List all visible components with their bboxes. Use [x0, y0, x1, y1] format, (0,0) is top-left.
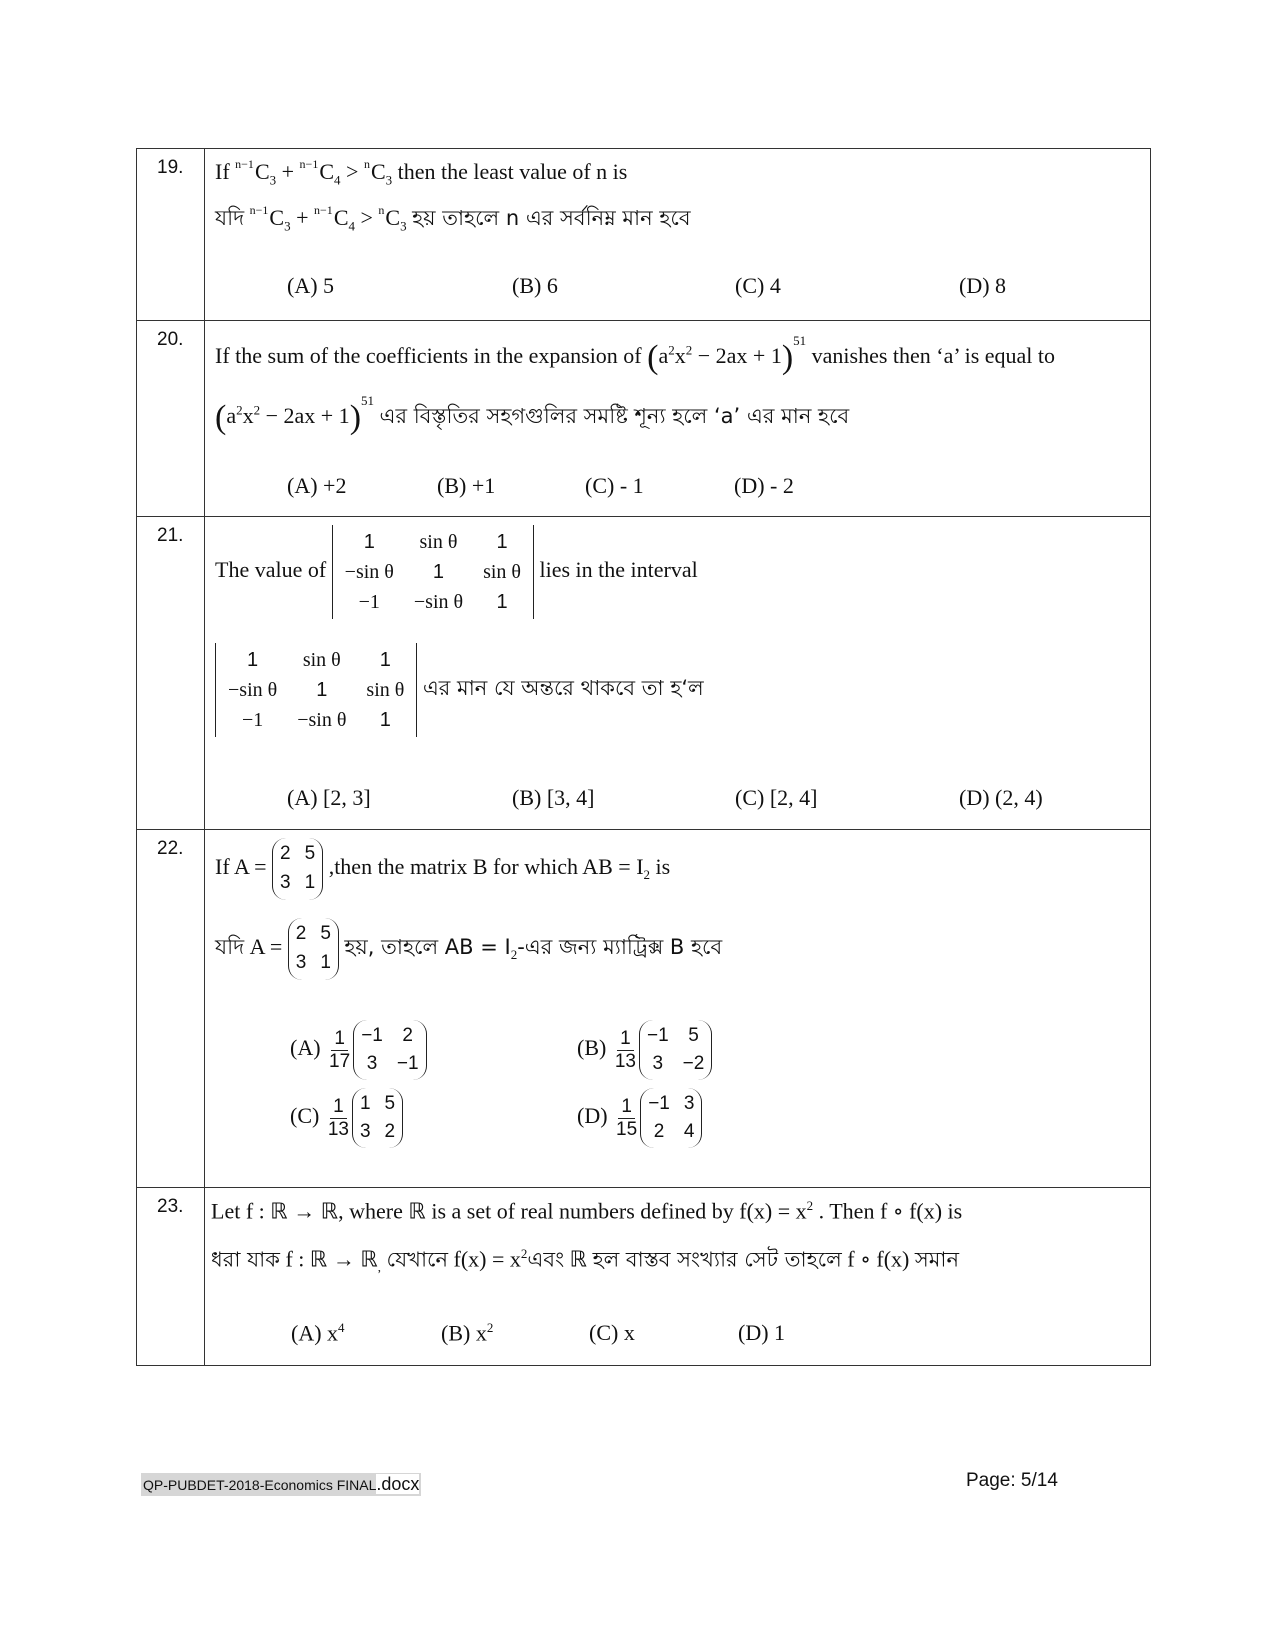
question-text-bn: 1 sin θ 1 −sin θ 1 sin θ −1 −sin θ 1 এর মান যে অন্তরে থাকবে তা হ‘ল	[215, 643, 704, 737]
matrix-a: 2 5 3 1	[272, 838, 323, 900]
option-c[interactable]: (C) 4	[735, 273, 781, 298]
question-text-en: If $^{n-1}C_3 + ^{n-1}C_4 > ^nC_3$ then the least value of n is	[215, 157, 628, 188]
option-a[interactable]: (A) $\frac{1}{17}$ −1 2 3 −1	[290, 1020, 427, 1080]
option-a[interactable]: (A) +2	[287, 473, 347, 498]
option-c[interactable]: (C) x	[589, 1320, 635, 1345]
footer-page-number: Page: 5/14	[966, 1470, 1058, 1491]
option-d[interactable]: (D) 8	[959, 273, 1007, 298]
option-b[interactable]: (B) $\frac{1}{13}$ −1 5 3 −2	[577, 1020, 712, 1080]
question-22	[137, 830, 1151, 1188]
option-d[interactable]: (D) (2, 4)	[959, 785, 1043, 810]
question-21	[137, 517, 1151, 830]
option-b[interactable]: (B) +1	[437, 473, 496, 498]
option-d[interactable]: (D) $\frac{1}{15}$ −1 3 2 4	[577, 1088, 702, 1148]
question-text-bn: যদি $^{n-1}C_3 + ^{n-1}C_4 > ^nC_3$ হয় তাহলে n এর সর্বনিম্ন মান হবে	[215, 203, 691, 234]
question-number: 23.	[137, 1188, 205, 1366]
determinant: 1 sin θ 1 −sin θ 1 sin θ −1 −sin θ 1	[332, 525, 534, 619]
option-a[interactable]: (A) 5	[287, 273, 335, 298]
question-number: 21.	[137, 517, 205, 830]
question-text-bn: যদি A = 2 5 3 1 হয়, তাহলে AB = $I_2-এর$ জন্য ম্যাট্রিক্স B হবে	[215, 918, 722, 980]
option-c[interactable]: (C) $\frac{1}{13}$ 1 5 3 2	[290, 1088, 403, 1148]
option-b[interactable]: (B) 6	[512, 273, 558, 298]
question-number: 19.	[137, 149, 205, 321]
determinant: 1 sin θ 1 −sin θ 1 sin θ −1 −sin θ 1	[215, 643, 417, 737]
question-23	[137, 1188, 1151, 1366]
question-text-en: Let f : ℝ → ℝ, where ℝ is a set of real numbers defined by $f(x) = x^2$ . Then f ∘ f(x) is	[211, 1198, 963, 1225]
option-b[interactable]: (B) $x^2$	[441, 1320, 494, 1346]
question-number: 22.	[137, 830, 205, 1188]
question-19	[137, 149, 1151, 321]
question-text-en: If the sum of the coefficients in the expansion of $(a^2x^2 - 2ax + 1)^{51}$ vanishes then ‘a’ is equal to	[215, 333, 1056, 376]
question-text-en: If A = 2 5 3 1 ,then the matrix B for which AB = $I_2$ is	[215, 838, 670, 900]
question-text-bn: ধরা যাক f : ℝ → ℝ$_,$ যেখানে $f(x) = x^2এবং$ ℝ হল বাস্তব সংখ্যার সেট তাহলে f ∘ f(x) সমান	[211, 1246, 960, 1275]
question-text-bn: $(a^2x^2 - 2ax + 1)^{51}$ এর বিস্তৃতির সহগগুলির সমষ্টি শূন্য হলে ‘a’ এর মান হবে	[215, 393, 850, 436]
option-d[interactable]: (D) 1	[738, 1320, 786, 1345]
option-a[interactable]: (A) $x^4$	[291, 1320, 345, 1346]
option-d[interactable]: (D) - 2	[734, 473, 794, 498]
question-text-en: The value of 1 sin θ 1 −sin θ 1 sin θ −1 −sin θ 1 lies in the interval	[215, 525, 698, 619]
option-b[interactable]: (B) [3, 4]	[512, 785, 595, 810]
question-number: 20.	[137, 321, 205, 517]
matrix-a: 2 5 3 1	[288, 918, 339, 980]
question-table	[136, 148, 1151, 1366]
option-a[interactable]: (A) [2, 3]	[287, 785, 371, 810]
option-c[interactable]: (C) [2, 4]	[735, 785, 818, 810]
option-c[interactable]: (C) - 1	[585, 473, 644, 498]
footer-file-name: QP-PUBDET-2018-Economics FINAL.docx	[143, 1474, 420, 1494]
question-20	[137, 321, 1151, 517]
